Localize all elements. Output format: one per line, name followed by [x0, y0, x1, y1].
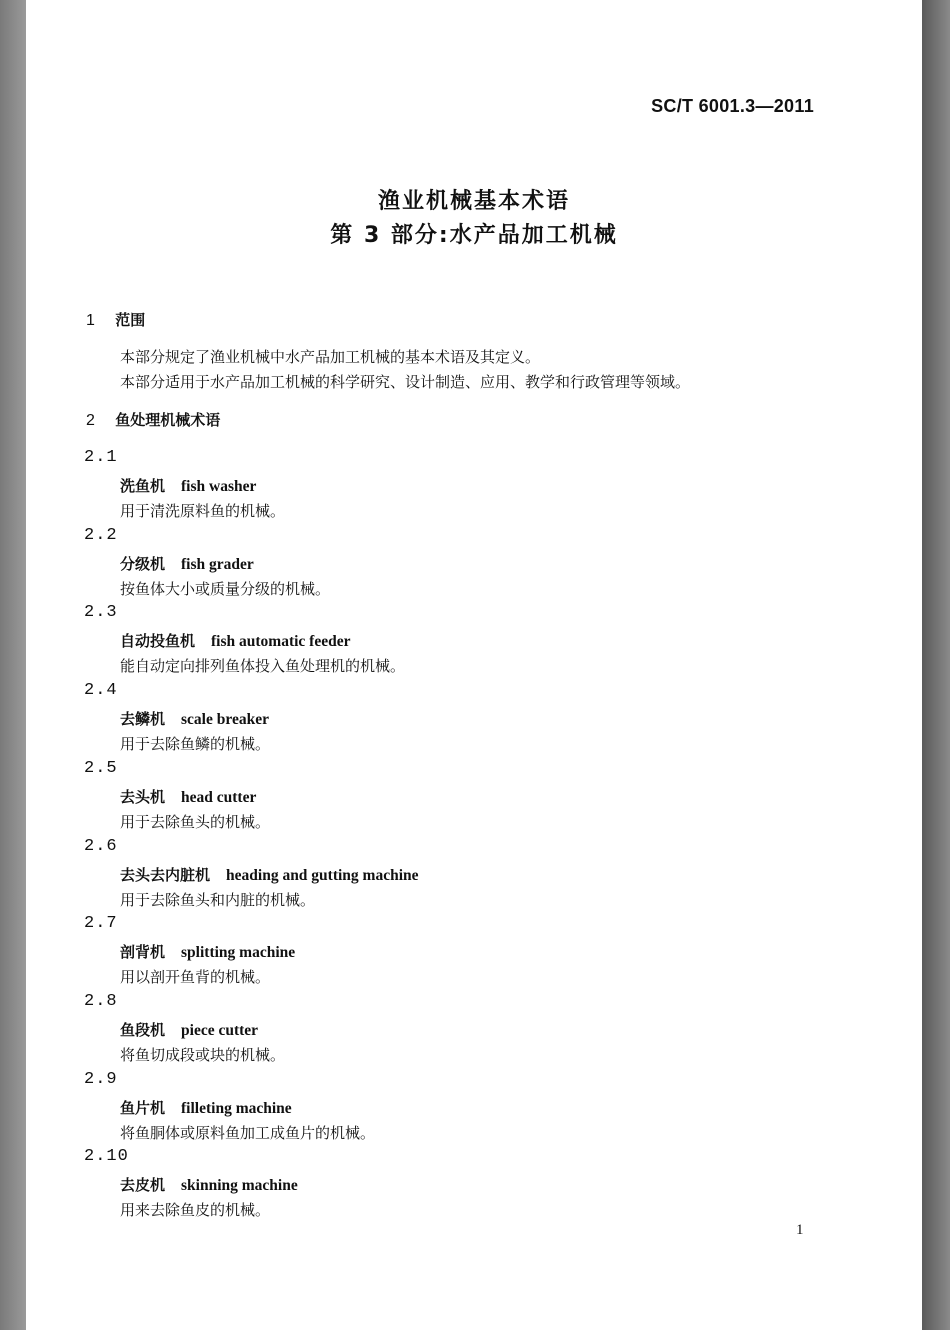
term-definition: 能自动定向排列鱼体投入鱼处理机的机械。 [120, 657, 406, 676]
term-english: head cutter [181, 788, 257, 806]
term-english: fish automatic feeder [211, 633, 351, 651]
scan-right-edge [922, 0, 950, 1330]
clause-number: 2.3 [84, 603, 118, 623]
term-entry [120, 786, 256, 807]
clause-number: 2.4 [84, 681, 118, 701]
standard-number: SC/T 6001.3—2011 [651, 96, 814, 116]
section-number: 2 [86, 412, 95, 429]
clause-number: 2.1 [84, 448, 118, 467]
term-chinese: 去皮机 [120, 1176, 166, 1195]
term-entry [120, 1174, 298, 1195]
term-entry [120, 630, 350, 651]
term-entry [120, 475, 256, 496]
term-english: fish washer [181, 478, 257, 495]
term-chinese: 鱼段机 [120, 1020, 166, 1039]
term-english: fish grader [181, 555, 254, 573]
term-entry [120, 1097, 292, 1118]
section-2-heading [86, 409, 220, 430]
term-english: heading and gutting machine [226, 866, 419, 884]
section-1-heading [86, 309, 145, 330]
document-page [26, 0, 922, 1330]
term-chinese: 分级机 [120, 554, 166, 573]
term-entry [120, 941, 295, 962]
term-chinese: 去头机 [120, 787, 166, 806]
term-entry [120, 864, 419, 885]
term-chinese: 自动投鱼机 [120, 632, 196, 651]
section-title: 鱼处理机械术语 [115, 411, 221, 429]
document-title-line1: 渔业机械基本术语 [377, 189, 570, 214]
term-entry [120, 553, 254, 574]
term-english: scale breaker [181, 711, 269, 729]
scan-left-edge [0, 0, 26, 1330]
clause-number: 2.6 [84, 836, 118, 856]
clause-number: 2.7 [84, 914, 118, 934]
clause-number: 2.9 [84, 1069, 118, 1089]
term-definition: 将鱼胴体或原料鱼加工成鱼片的机械。 [120, 1123, 376, 1142]
term-definition: 将鱼切成段或块的机械。 [120, 1045, 286, 1064]
section-title: 范围 [115, 311, 146, 329]
section-number: 1 [86, 312, 95, 329]
term-definition: 用于去除鱼头的机械。 [120, 812, 271, 831]
page-number: 1 [796, 1222, 804, 1238]
term-english: skinning machine [181, 1177, 298, 1195]
term-chinese: 去头去内脏机 [120, 865, 211, 884]
term-definition: 按鱼体大小或质量分级的机械。 [120, 579, 331, 598]
document-title-line2: 第 3 部分:水产品加工机械 [330, 223, 618, 248]
term-english: filleting machine [181, 1099, 292, 1117]
term-entry [120, 1019, 258, 1040]
term-chinese: 鱼片机 [120, 1098, 166, 1117]
term-definition: 用于去除鱼鳞的机械。 [120, 735, 271, 754]
term-definition: 用来去除鱼皮的机械。 [120, 1201, 271, 1220]
clause-number: 2.8 [84, 991, 118, 1011]
term-chinese: 去鳞机 [120, 710, 166, 729]
clause-number: 2.2 [84, 525, 118, 545]
scope-paragraph-2: 本部分适用于水产品加工机械的科学研究、设计制造、应用、教学和行政管理等领域。 [120, 373, 691, 391]
term-definition: 用以剖开鱼背的机械。 [120, 968, 271, 987]
term-definition: 用于去除鱼头和内脏的机械。 [120, 890, 316, 909]
term-chinese: 洗鱼机 [120, 477, 166, 495]
term-english: splitting machine [181, 944, 296, 962]
clause-number: 2.5 [84, 758, 118, 778]
scope-paragraph-1: 本部分规定了渔业机械中水产品加工机械的基本术语及其定义。 [120, 348, 541, 366]
term-entry [120, 708, 269, 729]
clause-number: 2.10 [84, 1147, 129, 1167]
term-english: piece cutter [181, 1021, 259, 1039]
term-chinese: 剖背机 [120, 943, 166, 962]
term-definition: 用于清洗原料鱼的机械。 [120, 502, 286, 520]
